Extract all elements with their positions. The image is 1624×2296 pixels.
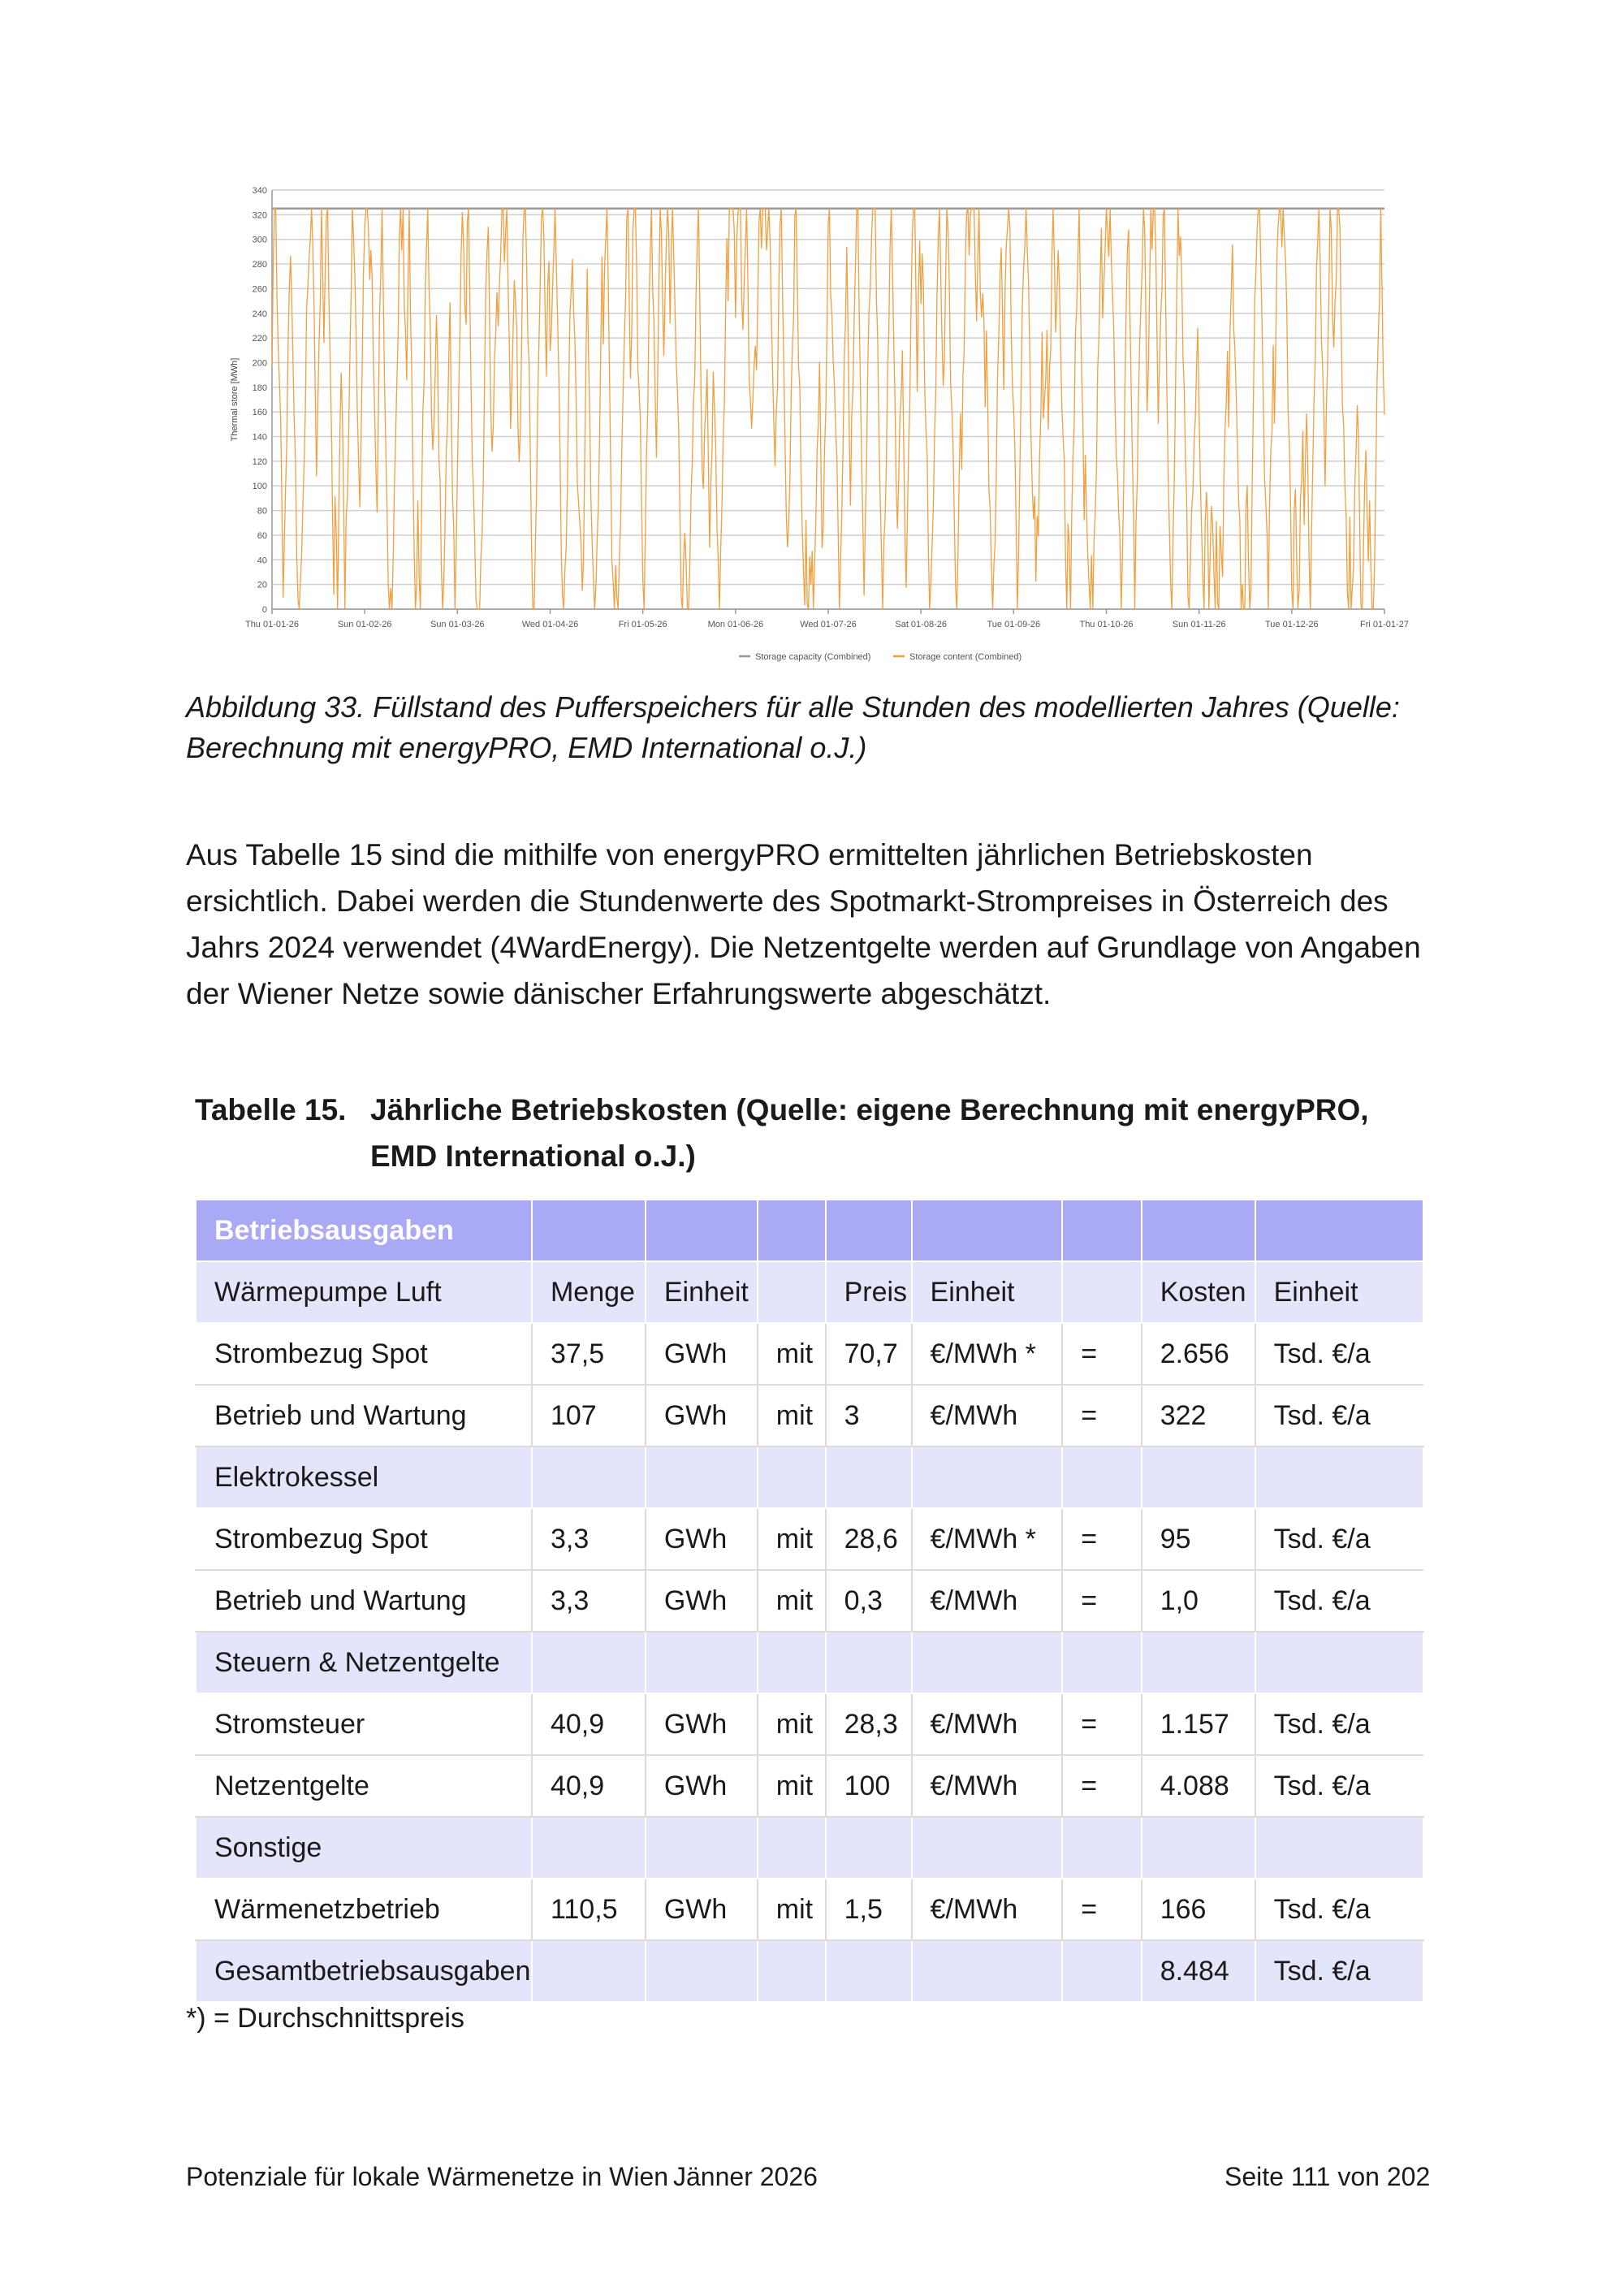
table-cell: mit <box>758 1879 826 1940</box>
storage-level-chart <box>219 180 1437 676</box>
y-tick-label: 0 <box>261 605 267 615</box>
table-cell: Tsd. €/a <box>1255 1385 1423 1446</box>
table-cell: = <box>1062 1693 1141 1755</box>
table-cell <box>1142 1632 1255 1693</box>
table-cell: 40,9 <box>532 1693 646 1755</box>
table-row <box>196 1508 1423 1570</box>
table-cell: Betrieb und Wartung <box>196 1385 532 1446</box>
table-header-row <box>196 1200 1423 1261</box>
table-cell: €/MWh * <box>912 1508 1063 1570</box>
y-tick-label: 320 <box>252 210 267 221</box>
y-tick-label: 240 <box>252 309 267 319</box>
table-cell: 1.157 <box>1142 1693 1255 1755</box>
table-row <box>196 1632 1423 1693</box>
table-cell <box>826 1817 912 1879</box>
table-cell <box>912 1817 1063 1879</box>
table-row <box>196 1446 1423 1508</box>
legend-label: Storage content (Combined) <box>909 652 1022 662</box>
table-cell: mit <box>758 1755 826 1817</box>
y-tick-label: 340 <box>252 186 267 196</box>
y-tick-label: 40 <box>257 556 267 566</box>
table-cell: Tsd. €/a <box>1255 1755 1423 1817</box>
table-cell: €/MWh <box>912 1385 1063 1446</box>
table-cell: Tsd. €/a <box>1255 1508 1423 1570</box>
table-cell <box>1255 1817 1423 1879</box>
y-tick-label: 60 <box>257 530 267 541</box>
table-cell <box>532 1446 646 1508</box>
table-row <box>196 1570 1423 1632</box>
table-caption: Jährliche Betriebskosten (Quelle: eigene Berechnung mit energyPRO, EMD International o.J.) <box>370 1093 1369 1173</box>
table-cell <box>912 1632 1063 1693</box>
table-cell: GWh <box>646 1508 758 1570</box>
table-number: Tabelle 15. <box>195 1093 347 1126</box>
footer-document-title: Potenziale für lokale Wärmenetze in Wien <box>186 2162 669 2191</box>
y-tick-label: 100 <box>252 482 267 492</box>
table-cell: 95 <box>1142 1508 1255 1570</box>
table-cell <box>912 1940 1063 2002</box>
table-cell: 166 <box>1142 1879 1255 1940</box>
x-tick-label: Fri 01-01-27 <box>1360 620 1409 629</box>
y-tick-label: 260 <box>252 284 267 295</box>
table-cell: = <box>1062 1508 1141 1570</box>
table-cell: Strombezug Spot <box>196 1508 532 1570</box>
figure-caption: Abbildung 33. Füllstand des Pufferspeichers für alle Stunden des modellierten Jahres (Quelle: Berechnung mit energyPRO, EMD International o.J.) <box>186 690 1400 764</box>
table-cell: = <box>1062 1879 1141 1940</box>
table-row <box>196 1693 1423 1755</box>
x-tick-label: Thu 01-01-26 <box>244 620 300 629</box>
y-tick-label: 280 <box>252 260 267 270</box>
x-tick-label: Wed 01-07-26 <box>800 620 857 629</box>
table-cell: 107 <box>532 1385 646 1446</box>
table-cell: Tsd. €/a <box>1255 1693 1423 1755</box>
table-cell: 70,7 <box>826 1323 912 1385</box>
table-cell: Elektrokessel <box>196 1446 532 1508</box>
table-cell: mit <box>758 1323 826 1385</box>
x-tick-label: Wed 01-04-26 <box>521 620 579 629</box>
table-cell <box>912 1446 1063 1508</box>
table-cell: = <box>1062 1570 1141 1632</box>
table-cell: GWh <box>646 1879 758 1940</box>
table-cell: Steuern & Netzentgelte <box>196 1632 532 1693</box>
table-cell: 3,3 <box>532 1508 646 1570</box>
table-cell: Tsd. €/a <box>1255 1940 1423 2002</box>
table-cell: Tsd. €/a <box>1255 1570 1423 1632</box>
table-cell <box>532 1632 646 1693</box>
table-row <box>196 1261 1423 1323</box>
y-tick-label: 180 <box>252 383 267 393</box>
x-tick-label: Tue 01-12-26 <box>1265 620 1319 629</box>
table-cell <box>758 1817 826 1879</box>
y-tick-label: 120 <box>252 456 267 467</box>
chart-canvas <box>219 180 1437 676</box>
table-cell: 0,3 <box>826 1570 912 1632</box>
table-cell: Einheit <box>646 1261 758 1323</box>
table-cell: 37,5 <box>532 1323 646 1385</box>
table-cell: 100 <box>826 1755 912 1817</box>
table-cell: 2.656 <box>1142 1323 1255 1385</box>
x-tick-label: Sun 01-03-26 <box>430 620 485 629</box>
table-cell: Tsd. €/a <box>1255 1879 1423 1940</box>
table-cell: €/MWh <box>912 1755 1063 1817</box>
table-cell: mit <box>758 1508 826 1570</box>
table-cell: Wärmenetzbetrieb <box>196 1879 532 1940</box>
x-tick-label: Sat 01-08-26 <box>895 620 947 629</box>
table-cell <box>758 1940 826 2002</box>
table-cell <box>532 1940 646 2002</box>
table-cell <box>826 1940 912 2002</box>
table-cell <box>646 1817 758 1879</box>
table-cell: mit <box>758 1385 826 1446</box>
table-cell: Sonstige <box>196 1817 532 1879</box>
table-cell <box>1062 1632 1141 1693</box>
footer-date: Jänner 2026 <box>673 2162 818 2191</box>
table-cell: 1,5 <box>826 1879 912 1940</box>
table-footnote: *) = Durchschnittspreis <box>186 2003 464 2034</box>
table-cell: GWh <box>646 1755 758 1817</box>
table-cell <box>646 1632 758 1693</box>
table-cell: 322 <box>1142 1385 1255 1446</box>
x-tick-label: Sun 01-11-26 <box>1172 620 1226 629</box>
table-row <box>196 1385 1423 1446</box>
table-cell: €/MWh <box>912 1570 1063 1632</box>
table-cell <box>826 1446 912 1508</box>
body-paragraph: Aus Tabelle 15 sind die mithilfe von energyPRO ermittelten jährlichen Betriebskosten ersichtlich. Dabei werden die Stundenwerte des Spotmarkt-Strompreises in Österreich des Jahrs 2024 verwendet (4WardEnergy). Die Netzentgelte werden auf Grundlage von Angaben der Wiener Netze sowie dänischer Erfahrungswerte abgeschätzt. <box>186 838 1421 1010</box>
table-cell: 4.088 <box>1142 1755 1255 1817</box>
table-cell: Menge <box>532 1261 646 1323</box>
table-cell: 40,9 <box>532 1755 646 1817</box>
table-cell: Tsd. €/a <box>1255 1323 1423 1385</box>
table-cell: Einheit <box>912 1261 1063 1323</box>
y-tick-label: 220 <box>252 334 267 344</box>
table-cell: = <box>1062 1755 1141 1817</box>
x-tick-label: Thu 01-10-26 <box>1079 620 1134 629</box>
y-axis-label: Thermal store [MWh] <box>230 357 240 442</box>
table-cell: Wärmepumpe Luft <box>196 1261 532 1323</box>
table-cell: 8.484 <box>1142 1940 1255 2002</box>
table-cell <box>1255 1632 1423 1693</box>
table-cell: mit <box>758 1570 826 1632</box>
table-cell <box>758 1632 826 1693</box>
table-cell <box>1142 1817 1255 1879</box>
table-row <box>196 1817 1423 1879</box>
table-cell: Stromsteuer <box>196 1693 532 1755</box>
table-cell: Kosten <box>1142 1261 1255 1323</box>
table-cell: Strombezug Spot <box>196 1323 532 1385</box>
table-cell <box>1062 1261 1141 1323</box>
table-cell: Betrieb und Wartung <box>196 1570 532 1632</box>
table-cell: = <box>1062 1323 1141 1385</box>
table-row <box>196 1879 1423 1940</box>
x-tick-label: Fri 01-05-26 <box>618 620 667 629</box>
table-cell: mit <box>758 1693 826 1755</box>
table-row <box>196 1940 1423 2002</box>
y-tick-label: 160 <box>252 408 267 418</box>
y-tick-label: 80 <box>257 506 267 517</box>
table-cell: 1,0 <box>1142 1570 1255 1632</box>
header-cell: Betriebsausgaben <box>196 1200 532 1261</box>
table-cell: = <box>1062 1385 1141 1446</box>
table-cell <box>1062 1817 1141 1879</box>
table-row <box>196 1755 1423 1817</box>
table-cell: 28,6 <box>826 1508 912 1570</box>
table-cell: €/MWh <box>912 1879 1063 1940</box>
operating-costs-table <box>195 1199 1424 2003</box>
table-cell <box>1062 1940 1141 2002</box>
table-cell: 3,3 <box>532 1570 646 1632</box>
table-cell: GWh <box>646 1570 758 1632</box>
table-cell: GWh <box>646 1323 758 1385</box>
table-cell <box>826 1632 912 1693</box>
table-cell <box>1255 1446 1423 1508</box>
y-tick-label: 200 <box>252 358 267 369</box>
table-cell: €/MWh * <box>912 1323 1063 1385</box>
table-cell: Netzentgelte <box>196 1755 532 1817</box>
table-cell: Preis <box>826 1261 912 1323</box>
table-cell: GWh <box>646 1693 758 1755</box>
y-tick-label: 300 <box>252 235 267 245</box>
table-cell <box>758 1446 826 1508</box>
storage-content-line <box>272 209 1384 609</box>
y-tick-label: 20 <box>257 580 267 590</box>
table-cell: Einheit <box>1255 1261 1423 1323</box>
table-row <box>196 1323 1423 1385</box>
table-cell: GWh <box>646 1385 758 1446</box>
table-cell <box>646 1940 758 2002</box>
table-cell: Gesamtbetriebsausgaben <box>196 1940 532 2002</box>
table-cell <box>532 1817 646 1879</box>
legend-label: Storage capacity (Combined) <box>755 652 871 662</box>
table-cell: 28,3 <box>826 1693 912 1755</box>
table-cell <box>1062 1446 1141 1508</box>
table-cell: 3 <box>826 1385 912 1446</box>
table-cell <box>1142 1446 1255 1508</box>
footer-page-number: Seite 111 von 202 <box>1224 2162 1431 2191</box>
table-cell <box>758 1261 826 1323</box>
x-tick-label: Sun 01-02-26 <box>337 620 392 629</box>
table-cell: €/MWh <box>912 1693 1063 1755</box>
table-cell: 110,5 <box>532 1879 646 1940</box>
table-cell <box>646 1446 758 1508</box>
x-tick-label: Tue 01-09-26 <box>987 620 1041 629</box>
y-tick-label: 140 <box>252 432 267 443</box>
x-tick-label: Mon 01-06-26 <box>707 620 764 629</box>
